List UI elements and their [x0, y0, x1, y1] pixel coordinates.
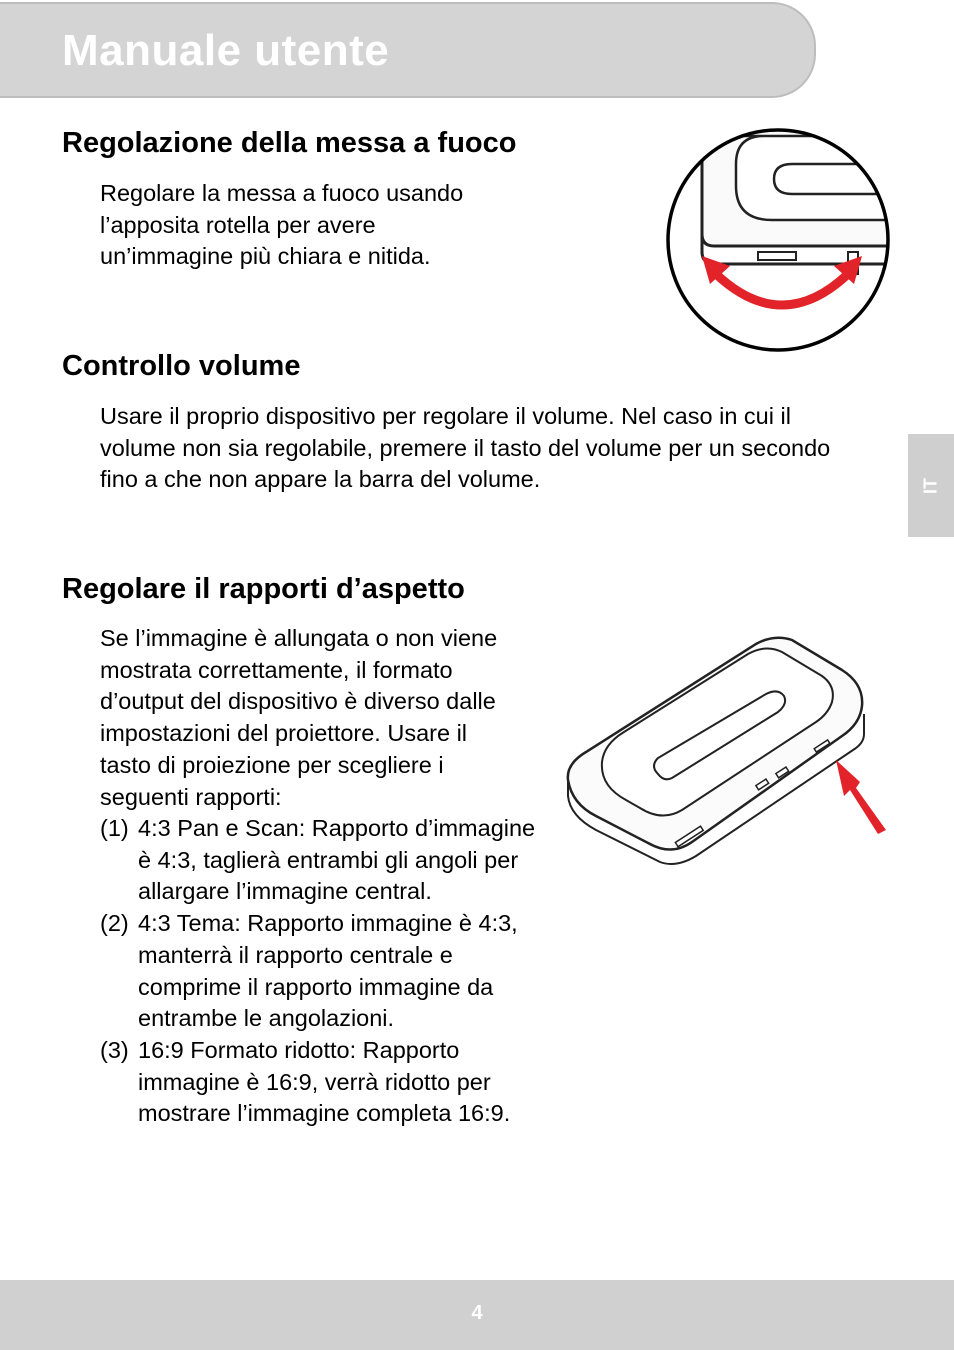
language-tab-label: IT [920, 477, 941, 494]
text-line: un’immagine più chiara e nitida. [100, 243, 431, 270]
text-line: l’apposita rotella per avere [100, 211, 376, 238]
list-item [100, 1035, 540, 1130]
page-header [0, 2, 816, 98]
text-line: tasto di proiezione per scegliere i [100, 751, 444, 778]
volume-paragraph [100, 401, 830, 496]
list-item-number: (2) [100, 910, 129, 937]
text-line: Regolare la messa a fuoco usando [100, 180, 464, 206]
text-line: fino a che non appare la barra del volume. [100, 466, 541, 493]
projector-illustration [560, 630, 892, 870]
section-title-focus: Regolazione della messa a fuoco [62, 127, 517, 159]
text-line: d’output del dispositivo è diverso dalle [100, 688, 496, 715]
text-line: mostrata correttamente, il formato [100, 656, 453, 683]
language-tab [908, 434, 954, 537]
list-item-text: 4:3 Pan e Scan: Rapporto d’immagine è 4:3, taglierà entrambi gli angoli per allargare l’immagine central. [138, 815, 536, 905]
list-item-number: (1) [100, 815, 129, 841]
list-item [100, 908, 540, 1035]
section-title-aspect: Regolare il rapporti d’aspetto [62, 573, 465, 605]
list-item-text: 4:3 Tema: Rapporto immagine è 4:3, manterrà il rapporto centrale e comprime il rapporto immagine da entrambe le angolazioni. [138, 910, 518, 1032]
text-line: seguenti rapporti: [100, 783, 282, 810]
text-line: impostazioni del proiettore. Usare il [100, 720, 468, 747]
page-number: 4 [471, 1302, 483, 1324]
focus-wheel-illustration [664, 126, 892, 354]
page-title: Manuale utente [62, 26, 390, 75]
page-footer [0, 1280, 954, 1350]
text-line: Usare il proprio dispositivo per regolare il volume. Nel caso in cui il [100, 403, 791, 429]
focus-paragraph [100, 178, 463, 273]
list-item-text: 16:9 Formato ridotto: Rapporto immagine è 16:9, verrà ridotto per mostrare l’immagine completa 16:9. [138, 1036, 511, 1127]
aspect-paragraph [100, 623, 497, 813]
section-title-volume: Controllo volume [62, 350, 301, 382]
text-line: volume non sia regolabile, premere il tasto del volume per un secondo [100, 434, 831, 461]
text-line: Se l’immagine è allungata o non viene [100, 625, 498, 651]
list-item [100, 813, 540, 908]
aspect-ratio-list [100, 813, 540, 1130]
list-item-number: (3) [100, 1036, 129, 1063]
